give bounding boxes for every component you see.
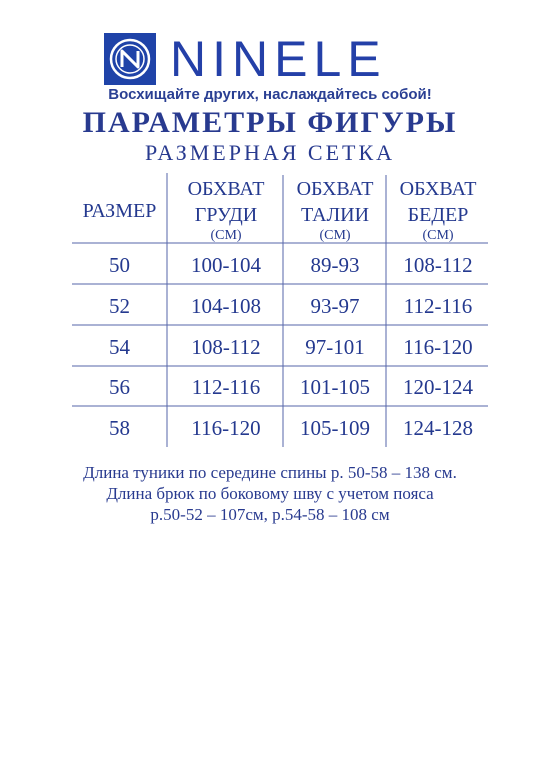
table-cell-chest: 116-120 [191,416,261,440]
logo [104,33,387,85]
note-trousers-length: Длина брюк по боковому шву с учетом пояса [106,484,434,503]
header-chest-line1: ОБХВАТ [187,178,265,200]
table-cell-size: 52 [109,294,130,318]
header-size [72,198,167,224]
table-cell-waist: 93-97 [310,294,360,318]
header-hips-line1: ОБХВАТ [399,178,477,200]
table-cell-size: 56 [109,375,130,399]
header-chest-unit: (СМ) [210,228,242,243]
header-size-label: РАЗМЕР [82,200,157,222]
header-hips-unit: (СМ) [422,228,454,243]
notes [0,462,540,525]
header-chest-line2: ГРУДИ [194,204,258,226]
table-cell-waist: 105-109 [300,416,370,440]
header-hips-line2: БЕДЕР [407,204,469,226]
table-cell-chest: 104-108 [191,294,261,318]
table-cell-chest: 112-116 [191,375,261,399]
page-title: ПАРАМЕТРЫ ФИГУРЫ [82,106,458,139]
table-cell-chest: 108-112 [191,335,261,359]
table-cell-chest: 100-104 [191,253,261,277]
tagline: Восхищайте других, наслаждайтесь собой! [108,86,432,103]
ninele-logo-icon [104,33,156,85]
header-chest [170,176,282,244]
brand-name: NINELE [170,31,387,87]
page-subtitle: РАЗМЕРНАЯ СЕТКА [144,140,396,165]
table-cell-hips: 124-128 [403,416,473,440]
table-cell-hips: 112-116 [403,294,473,318]
header-waist-line2: ТАЛИИ [300,204,370,226]
table-cell-hips: 120-124 [403,375,473,399]
table-cell-hips: 108-112 [403,253,473,277]
header-hips [388,176,488,244]
table-cell-waist: 97-101 [305,335,365,359]
table-cell-waist: 89-93 [310,253,360,277]
header-waist [285,176,385,244]
table-cell-size: 50 [109,253,130,277]
note-trousers-sizes: р.50-52 – 107см, р.54-58 – 108 см [150,505,390,524]
table-cell-hips: 116-120 [403,335,473,359]
header-waist-unit: (СМ) [319,228,351,243]
note-tunic-length: Длина туники по середине спины р. 50-58 – 138 см. [83,463,457,482]
table-cell-size: 54 [109,335,130,359]
header-waist-line1: ОБХВАТ [296,178,374,200]
table-cell-size: 58 [109,416,130,440]
table-cell-waist: 101-105 [300,375,370,399]
